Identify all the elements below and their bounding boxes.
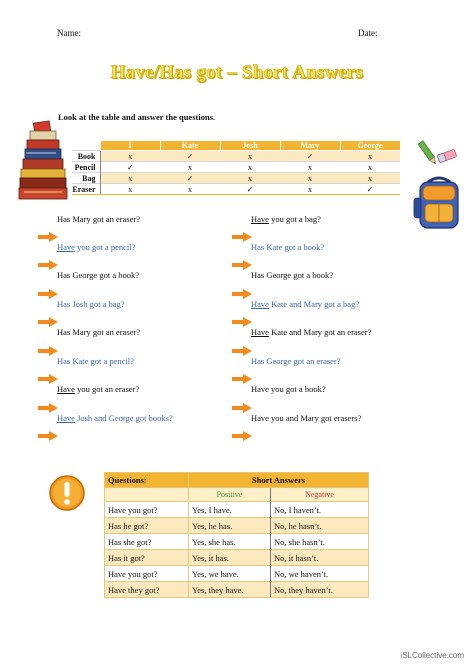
- positive-cell: Yes, they have.: [189, 582, 271, 598]
- short-answers-table: [104, 472, 369, 598]
- table-row: [105, 534, 369, 550]
- question-text: Has Kate got a pencil?: [57, 356, 134, 366]
- positive-cell: Yes, she has.: [189, 534, 271, 550]
- question-cell: Have they got?: [105, 582, 189, 598]
- table-cell: x: [220, 173, 280, 184]
- positive-cell: Yes, it has.: [189, 550, 271, 566]
- arrow-icon: [232, 286, 252, 296]
- table-column-header: George: [340, 141, 400, 151]
- arrow-icon: [232, 400, 252, 410]
- subheader-blank: [105, 488, 189, 502]
- table-column-header: Mary: [280, 141, 340, 151]
- negative-cell: No, we haven’t.: [271, 566, 369, 582]
- question-text: Has Mary got an eraser?: [57, 214, 141, 224]
- table-cell: ✓: [220, 184, 280, 195]
- question-text: Have Kate and Mary got a bag?: [251, 299, 360, 309]
- question-text: Have you got a bag?: [251, 214, 321, 224]
- short-answers-subheader: [105, 488, 369, 502]
- negative-cell: No, they haven’t.: [271, 582, 369, 598]
- table-cell: ✓: [280, 151, 340, 162]
- arrow-icon: [232, 343, 252, 353]
- questions-header: Questions:: [105, 473, 189, 488]
- question-cell: Have you got?: [105, 566, 189, 582]
- table-row: [105, 502, 369, 518]
- positive-cell: Yes, we have.: [189, 566, 271, 582]
- positive-label: Positive: [189, 488, 271, 502]
- books-icon: [16, 118, 74, 211]
- question-text: Have you got an eraser?: [57, 384, 140, 394]
- warning-icon: [48, 474, 86, 517]
- row-label: Book: [72, 151, 100, 162]
- backpack-icon: [408, 172, 470, 239]
- table-cell: ✓: [160, 151, 220, 162]
- question-cell: Has it got?: [105, 550, 189, 566]
- table-column-header: Josh: [220, 141, 280, 151]
- table-row: [105, 518, 369, 534]
- question-text: Has George got a book?: [57, 270, 139, 280]
- question-text: Have you and Mary got erasers?: [251, 413, 362, 423]
- arrow-icon: [38, 428, 58, 438]
- row-label: Eraser: [72, 184, 100, 195]
- question-cell: Has she got?: [105, 534, 189, 550]
- table-cell: ✓: [100, 162, 160, 173]
- arrow-icon: [232, 371, 252, 381]
- watermark: iSLCollective.com: [400, 651, 464, 660]
- question-text: Has Kate got a book?: [251, 242, 325, 252]
- arrow-icon: [38, 371, 58, 381]
- positive-cell: Yes, I have.: [189, 502, 271, 518]
- table-cell: x: [100, 184, 160, 195]
- eraser-icon: [436, 148, 458, 169]
- table-cell: x: [220, 151, 280, 162]
- table-row: [72, 162, 400, 173]
- question-text: Have Josh and George got books?: [57, 413, 173, 423]
- question-cell: Has he got?: [105, 518, 189, 534]
- table-cell: x: [160, 162, 220, 173]
- negative-cell: No, he hasn’t.: [271, 518, 369, 534]
- table-cell: x: [340, 151, 400, 162]
- table-column-header: I: [100, 141, 160, 151]
- table-row: [105, 566, 369, 582]
- table-cell: x: [100, 173, 160, 184]
- instruction: Look at the table and answer the questions.: [58, 112, 216, 122]
- negative-cell: No, I haven’t.: [271, 502, 369, 518]
- question-cell: Have you got?: [105, 502, 189, 518]
- arrow-icon: [38, 400, 58, 410]
- negative-label: Negative: [271, 488, 369, 502]
- table-cell: ✓: [340, 184, 400, 195]
- arrow-icon: [38, 286, 58, 296]
- question-text: Has Mary got an eraser?: [57, 327, 141, 337]
- row-label: Bag: [72, 173, 100, 184]
- negative-cell: No, it hasn’t.: [271, 550, 369, 566]
- table-row: [105, 582, 369, 598]
- question-text: Have you got a pencil?: [57, 242, 136, 252]
- negative-cell: No, she hasn’t.: [271, 534, 369, 550]
- arrow-icon: [38, 314, 58, 324]
- positive-cell: Yes, he has.: [189, 518, 271, 534]
- name-label: Name:: [57, 28, 81, 38]
- date-label: Date:: [358, 28, 378, 38]
- arrow-icon: [232, 229, 252, 239]
- table-cell: ✓: [160, 173, 220, 184]
- arrow-icon: [232, 428, 252, 438]
- arrow-icon: [232, 257, 252, 267]
- table-header-row: [72, 141, 400, 151]
- table-cell: x: [340, 162, 400, 173]
- short-answers-heading: Short Answers: [189, 473, 369, 488]
- question-text: Has Josh got a bag?: [57, 299, 125, 309]
- arrow-icon: [38, 229, 58, 239]
- table-row: [72, 184, 400, 195]
- question-text: Has George got an eraser?: [251, 356, 341, 366]
- table-row: [72, 173, 400, 184]
- arrow-icon: [38, 343, 58, 353]
- row-label: Pencil: [72, 162, 100, 173]
- table-cell: x: [340, 173, 400, 184]
- possession-table: [72, 140, 401, 195]
- question-text: Has George got a book?: [251, 270, 333, 280]
- table-cell: x: [280, 173, 340, 184]
- question-text: Have Kate and Mary got an eraser?: [251, 327, 372, 337]
- table-corner: [72, 141, 100, 151]
- page-title: Have/Has got – Short Answers: [110, 62, 364, 83]
- arrow-icon: [232, 314, 252, 324]
- question-text: Have you got a book?: [251, 384, 326, 394]
- table-cell: x: [280, 184, 340, 195]
- table-column-header: Kate: [160, 141, 220, 151]
- table-cell: x: [280, 162, 340, 173]
- table-row: [105, 550, 369, 566]
- table-cell: x: [160, 184, 220, 195]
- table-row: [72, 151, 400, 162]
- table-cell: x: [220, 162, 280, 173]
- short-answers-header: [105, 473, 369, 488]
- table-cell: x: [100, 151, 160, 162]
- arrow-icon: [38, 257, 58, 267]
